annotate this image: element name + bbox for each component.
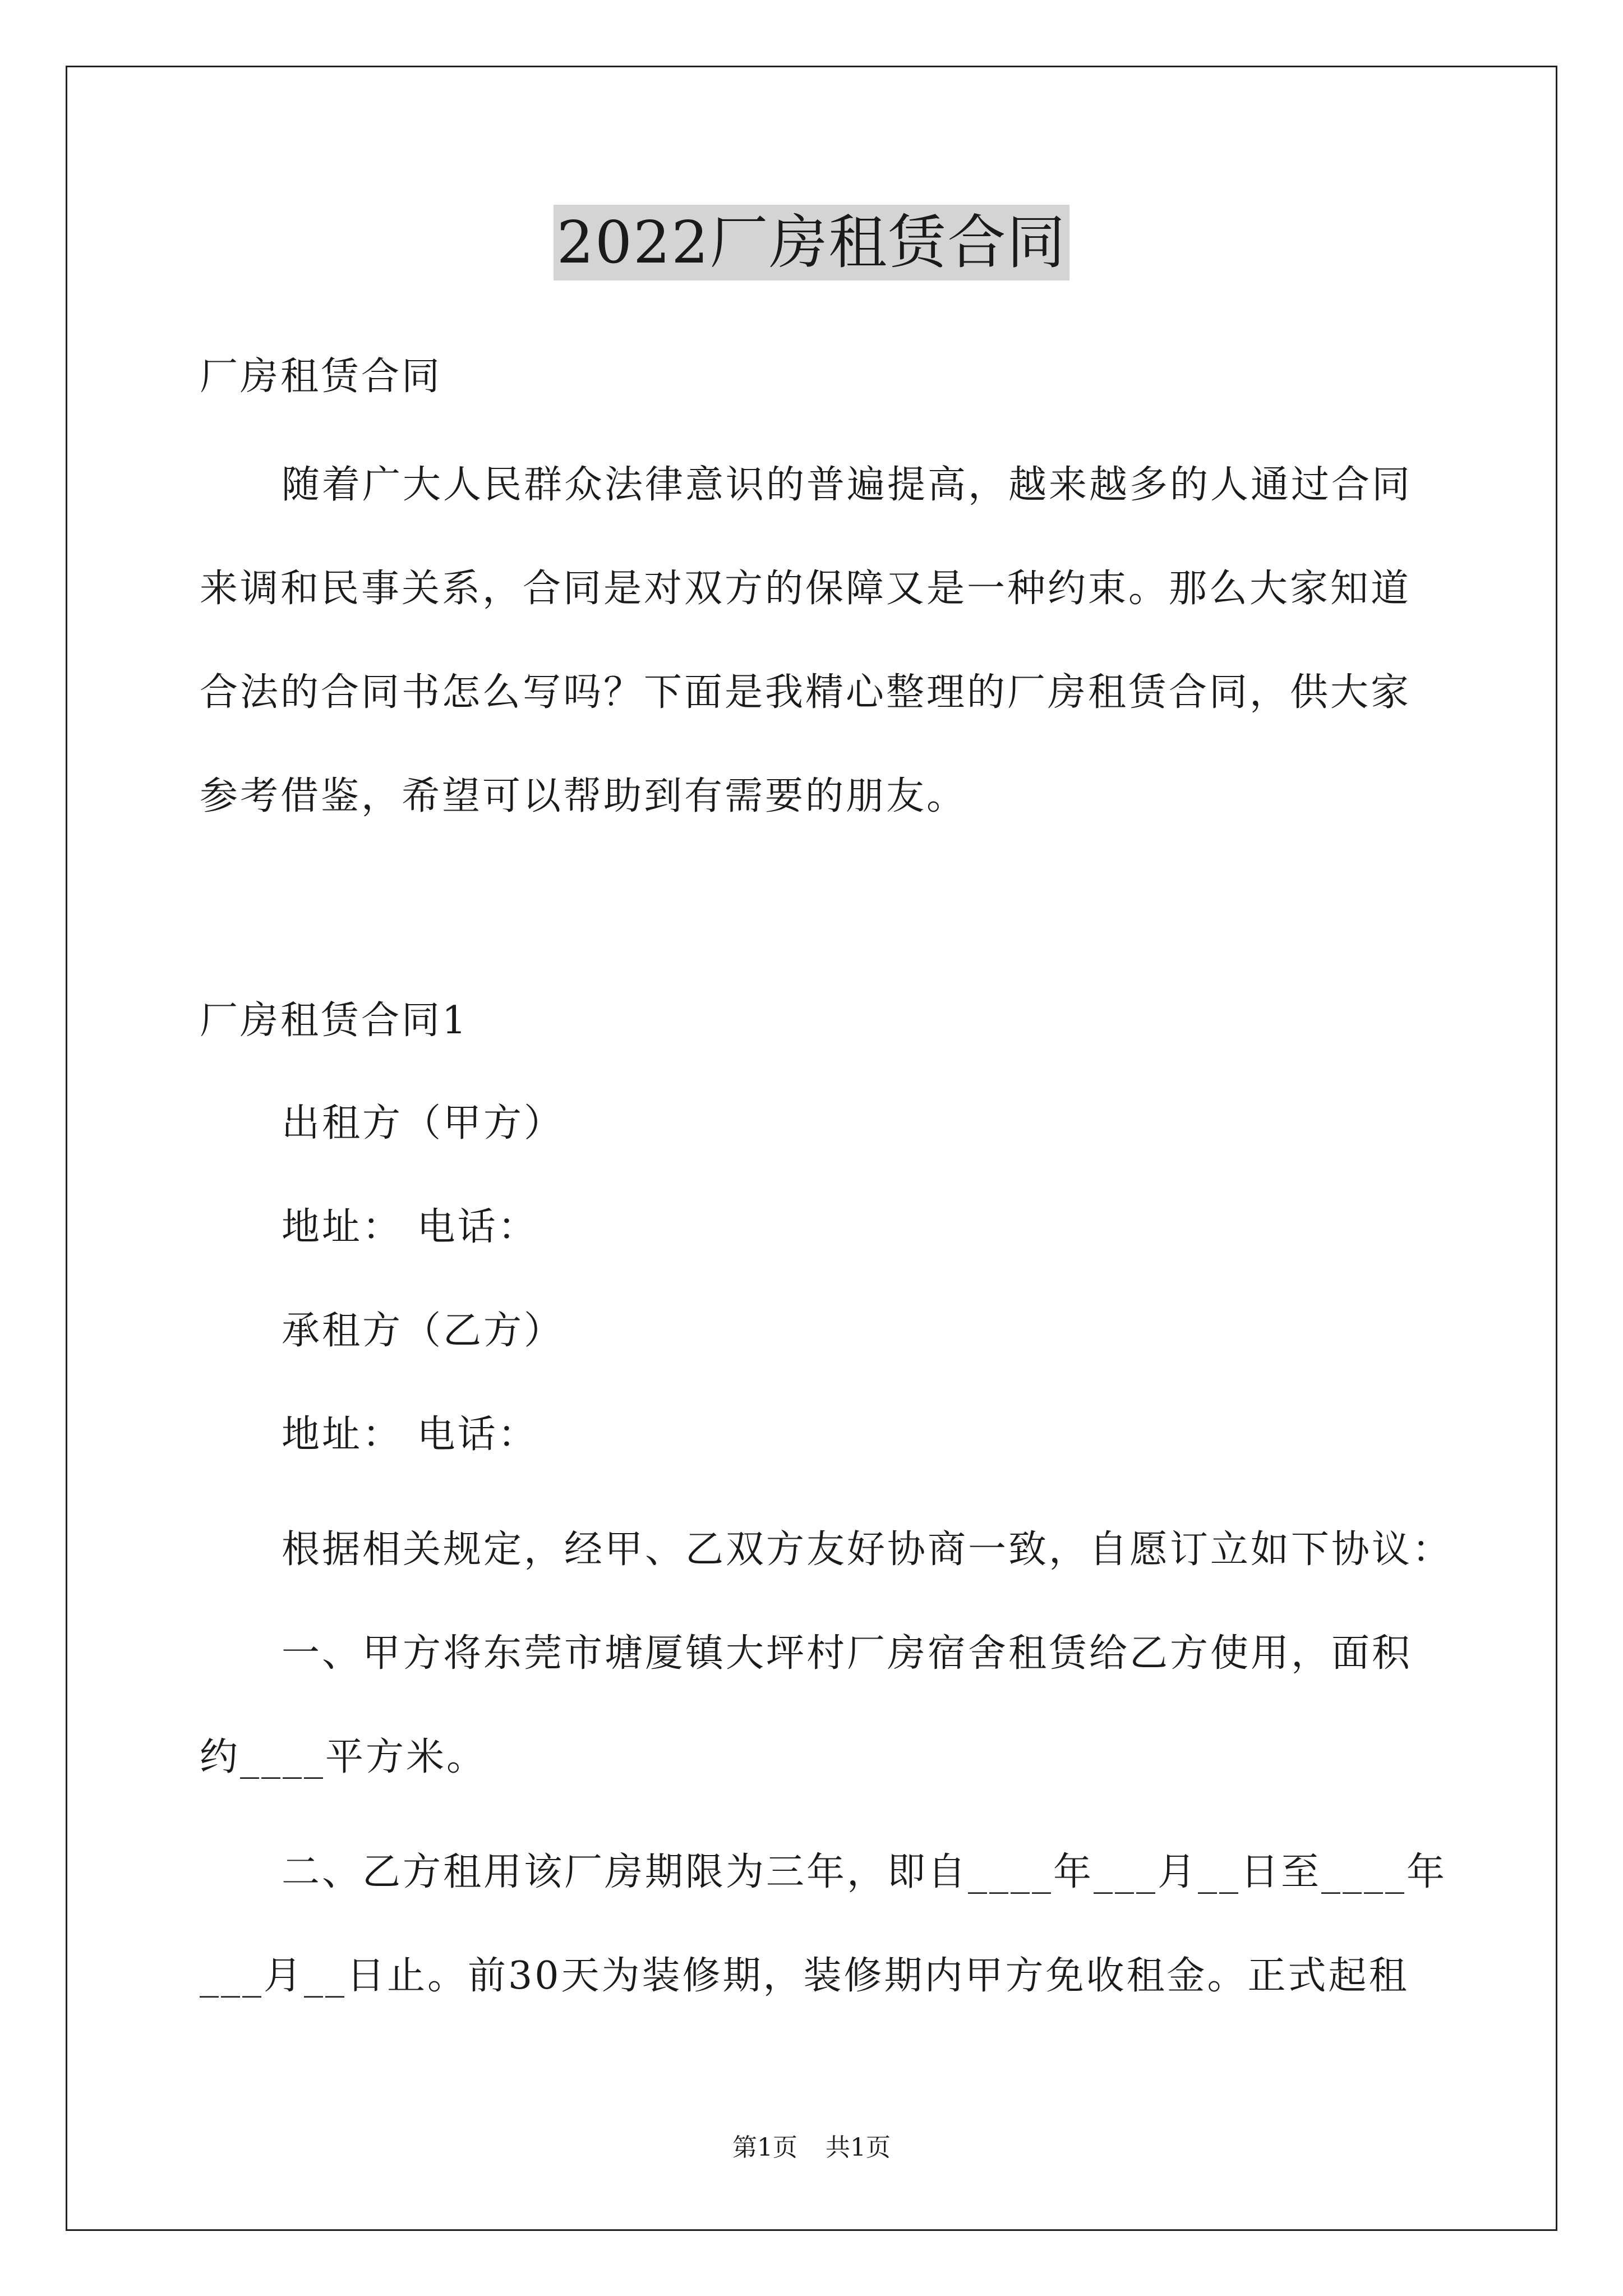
paragraph-line: 随着广大人民群众法律意识的普遍提高，越来越多的人通过合同	[282, 463, 1413, 507]
lessor-label: 出租方（甲方）	[282, 1101, 565, 1145]
clause-one-line: 约____平方米。	[200, 1735, 487, 1779]
contract-heading: 厂房租赁合同1	[200, 999, 469, 1043]
paragraph-line: 来调和民事关系，合同是对双方的保障又是一种约束。那么大家知道	[200, 567, 1412, 611]
clause-one-line: 一、甲方将东莞市塘厦镇大坪村厂房宿舍租赁给乙方使用，面积	[282, 1631, 1413, 1676]
lessee-label: 承租方（乙方）	[282, 1309, 565, 1353]
document-title: 2022厂房租赁合同	[554, 205, 1070, 280]
paragraph-line: 参考借鉴，希望可以帮助到有需要的朋友。	[200, 774, 967, 818]
lessor-address-phone: 地址： 电话：	[282, 1205, 538, 1249]
agreement-intro: 根据相关规定，经甲、乙双方友好协商一致，自愿订立如下协议：	[282, 1527, 1453, 1572]
clause-two-line: 二、乙方租用该厂房期限为三年，即自____年___月__日至____年	[282, 1850, 1447, 1894]
title-container	[0, 205, 1623, 280]
section-heading: 厂房租赁合同	[200, 355, 442, 399]
clause-two-line: ___月__日止。前30天为装修期，装修期内甲方免收租金。正式起租	[200, 1954, 1409, 1998]
paragraph-line: 合法的合同书怎么写吗？下面是我精心整理的厂房租赁合同，供大家	[200, 670, 1412, 715]
page-footer	[0, 2131, 1623, 2165]
page-number-current: 第1页	[732, 2133, 797, 2162]
page-number-total: 共1页	[826, 2133, 891, 2162]
lessee-address-phone: 地址： 电话：	[282, 1412, 538, 1457]
